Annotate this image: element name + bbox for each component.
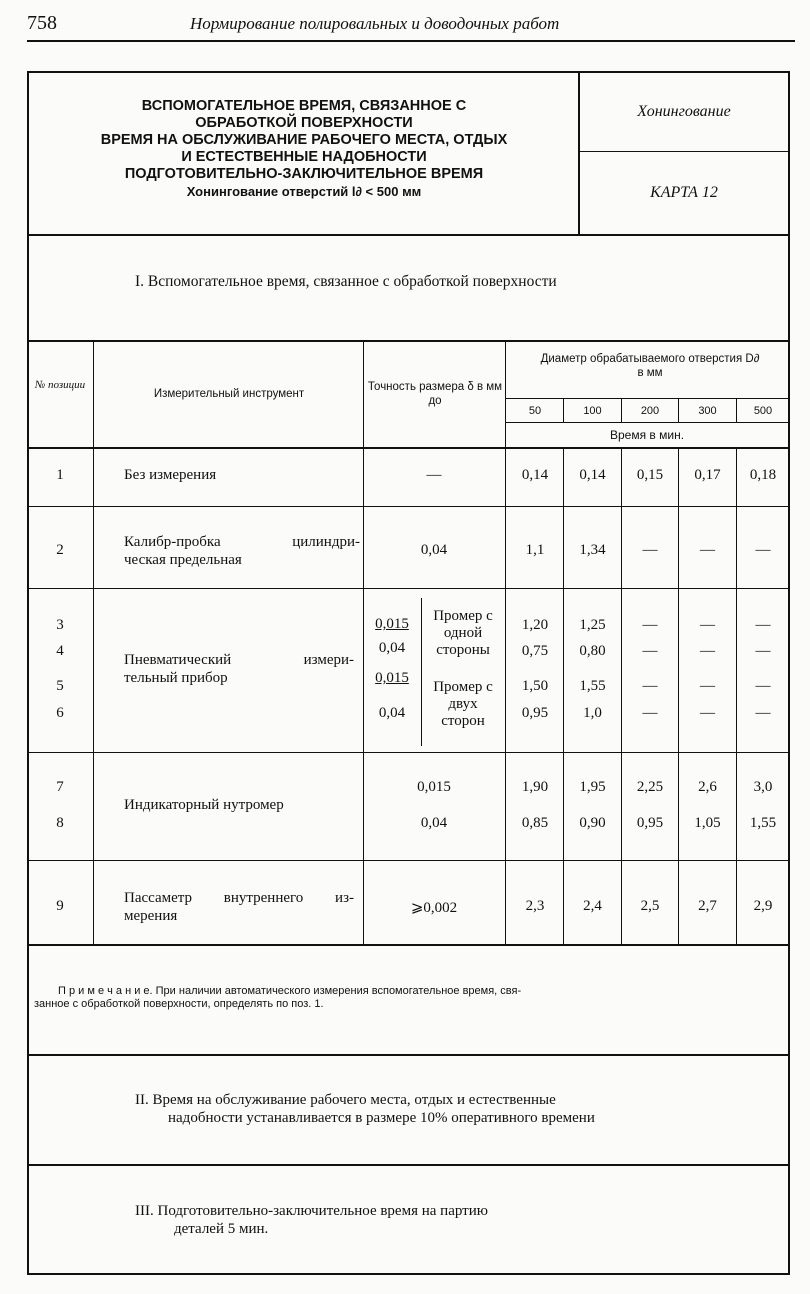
col-line — [678, 398, 679, 422]
table-cell: 0,90 — [579, 815, 606, 831]
table-cell: 1,20 — [521, 617, 549, 633]
row-instrument-line: тельный прибор — [124, 670, 228, 686]
method-line: одной — [443, 625, 483, 641]
section-2-bottom-rule — [27, 1164, 790, 1166]
row-instrument — [124, 889, 354, 925]
table-cell: 1,50 — [521, 678, 549, 694]
table-cell: 0,17 — [694, 467, 721, 483]
card-title-line: И ЕСТЕСТВЕННЫЕ НАДОБНОСТИ — [181, 149, 427, 165]
method-line: сторон — [441, 713, 485, 729]
card-title — [30, 98, 578, 200]
table-cell: 1,25 — [579, 617, 606, 633]
section-1-title: I. Вспомогательное время, связанное с обработкой поверхности — [135, 273, 557, 290]
row-instrument-line: Пассаметр внутреннего из- — [124, 890, 354, 906]
row-position: 4 — [56, 643, 64, 659]
frame-bottom — [27, 1273, 790, 1275]
header-diam-50: 50 — [528, 405, 542, 417]
col-line — [621, 398, 622, 422]
running-title: Нормирование полировальных и доводочных работ — [190, 14, 560, 33]
row-instrument — [124, 533, 360, 569]
row-position: 2 — [56, 542, 64, 558]
table-cell: 0,14 — [521, 467, 549, 483]
header-diam-100: 100 — [583, 405, 602, 417]
header-instrument: Измерительный инструмент — [153, 388, 305, 400]
col-line — [505, 340, 506, 945]
table-cell: 1,55 — [579, 678, 606, 694]
table-cell: 2,9 — [753, 898, 773, 914]
row-instrument-line: мерения — [124, 908, 178, 924]
row-instrument — [124, 651, 354, 687]
header-diam-300: 300 — [698, 405, 717, 417]
method-line: двух — [448, 696, 478, 712]
row-accuracy: ⩾0,002 — [410, 900, 458, 916]
col-line — [93, 340, 94, 945]
table-cell: — — [700, 542, 715, 558]
frame-left — [27, 71, 29, 1274]
table-cell: 1,1 — [525, 542, 545, 558]
table-cell: 2,3 — [525, 898, 545, 914]
header-accuracy: Точность размера δ в мм до — [367, 381, 503, 407]
card-subtitle: Хонингование отверстий l∂ < 500 мм — [186, 184, 422, 199]
row-accuracy: 0,04 — [420, 815, 448, 831]
table-cell: — — [642, 678, 658, 694]
header-diam-rule — [505, 398, 789, 399]
note — [34, 985, 784, 1011]
frame-top — [27, 71, 790, 73]
note-line: П р и м е ч а н и е. При наличии автоматического измерения вспомогательное время, свя- — [58, 985, 522, 997]
row-instrument-line: Пневматический измери- — [124, 652, 354, 668]
title-bottom-rule — [27, 234, 790, 236]
table-cell: 2,4 — [583, 898, 602, 914]
row-position: 3 — [56, 617, 64, 633]
title-right-divider — [578, 151, 789, 152]
header-time-rule — [505, 422, 789, 423]
header-rule — [27, 40, 795, 42]
table-cell: — — [755, 617, 771, 633]
table-cell: — — [755, 705, 771, 721]
table-cell: 3,0 — [753, 779, 773, 795]
title-divider — [578, 71, 580, 234]
table-cell: 2,25 — [636, 779, 664, 795]
table-cell: 1,55 — [749, 815, 777, 831]
table-cell: 0,95 — [636, 815, 664, 831]
col-line — [563, 447, 564, 945]
row-rule — [27, 860, 790, 861]
method-line: Промер с — [433, 679, 493, 695]
note-line: занное с обработкой поверхности, определять по поз. 1. — [34, 998, 324, 1010]
table-cell: 2,6 — [698, 779, 717, 795]
table-cell: — — [642, 617, 658, 633]
table-cell: 2,7 — [698, 898, 717, 914]
row-position: 5 — [56, 678, 64, 694]
col-line — [736, 398, 737, 422]
table-cell: 0,95 — [521, 705, 549, 721]
card-title-line: ОБРАБОТКОЙ ПОВЕРХНОСТИ — [195, 115, 413, 131]
table-cell: — — [700, 705, 715, 721]
row-position: 7 — [56, 779, 64, 795]
col-line — [621, 447, 622, 945]
table-cell: 0,15 — [636, 467, 664, 483]
section-2-line: надобности устанавливается в размере 10% оперативного времени — [168, 1110, 595, 1126]
page-number: 758 — [27, 12, 57, 34]
table-cell: — — [642, 705, 658, 721]
row-accuracy: 0,015 — [375, 670, 409, 686]
table-cell: 1,95 — [579, 779, 606, 795]
table-cell: 1,90 — [521, 779, 549, 795]
table-cell: 0,75 — [521, 643, 549, 659]
table-cell: 1,0 — [583, 705, 602, 721]
table-cell: — — [755, 678, 771, 694]
row-position: 6 — [56, 705, 64, 721]
header-diam-200: 200 — [640, 405, 660, 417]
col-line — [363, 340, 364, 945]
table-cell: — — [642, 542, 658, 558]
table-cell: 0,18 — [749, 467, 777, 483]
row-instrument: Без измерения — [124, 467, 217, 483]
row-accuracy: 0,04 — [378, 705, 406, 721]
row-rule — [27, 752, 790, 753]
col-line — [563, 398, 564, 422]
table-cell: — — [700, 678, 715, 694]
card-title-line: ВСПОМОГАТЕЛЬНОЕ ВРЕМЯ, СВЯЗАННОЕ С — [141, 98, 467, 114]
header-time: Время в мин. — [609, 428, 685, 442]
table-cell: 0,85 — [521, 815, 549, 831]
row-instrument-line: ческая предельная — [124, 552, 242, 568]
frame-right — [788, 71, 790, 1274]
method-label — [422, 679, 504, 730]
method-line: стороны — [436, 642, 490, 658]
row-accuracy: 0,04 — [420, 542, 448, 558]
row-rule — [27, 506, 790, 507]
table-cell: — — [755, 542, 771, 558]
table-top-rule — [27, 340, 790, 342]
table-cell: 1,05 — [694, 815, 721, 831]
col-line — [736, 447, 737, 945]
method-label — [422, 608, 504, 659]
table-bottom-rule — [27, 944, 790, 946]
row-instrument: Индикаторный нутромер — [124, 797, 284, 813]
note-bottom-rule — [27, 1054, 790, 1056]
row-accuracy: 0,015 — [417, 779, 451, 795]
table-cell: — — [755, 643, 771, 659]
row-position: 1 — [56, 467, 64, 483]
section-3-line: деталей 5 мин. — [174, 1221, 269, 1237]
table-cell: 0,14 — [579, 467, 606, 483]
row-position: 8 — [56, 815, 64, 831]
table-cell: 2,5 — [640, 898, 660, 914]
table-cell: — — [700, 643, 715, 659]
row-position: 9 — [56, 898, 64, 914]
header-diam-500: 500 — [753, 405, 773, 417]
table-cell: — — [700, 617, 715, 633]
row-rule — [27, 588, 790, 589]
row-accuracy: 0,015 — [375, 616, 409, 632]
table-cell: — — [642, 643, 658, 659]
table-cell: 1,34 — [579, 542, 606, 558]
section-2 — [135, 1091, 595, 1127]
row-instrument-line: Калибр-пробка цилиндри- — [124, 534, 360, 550]
col-line — [678, 447, 679, 945]
operation-name: Хонингование — [637, 103, 731, 120]
section-3-line: III. Подготовительно-заключительное время на партию — [135, 1203, 488, 1219]
method-line: Промер с — [433, 608, 493, 624]
row-accuracy: 0,04 — [378, 640, 406, 656]
card-number: КАРТА 12 — [650, 184, 718, 201]
header-diameter: Диаметр обрабатываемого отверстия D∂ в мм — [540, 353, 760, 379]
table-cell: 0,80 — [579, 643, 606, 659]
header-position: № позиции — [34, 379, 86, 391]
card-title-line: ВРЕМЯ НА ОБСЛУЖИВАНИЕ РАБОЧЕГО МЕСТА, ОТДЫХ — [100, 132, 508, 148]
section-3 — [135, 1202, 488, 1238]
row-accuracy: — — [426, 467, 442, 483]
card-title-line: ПОДГОТОВИТЕЛЬНО-ЗАКЛЮЧИТЕЛЬНОЕ ВРЕМЯ — [124, 166, 484, 182]
section-2-line: II. Время на обслуживание рабочего места, отдых и естественные — [135, 1092, 556, 1108]
header-bottom-rule — [27, 447, 790, 449]
